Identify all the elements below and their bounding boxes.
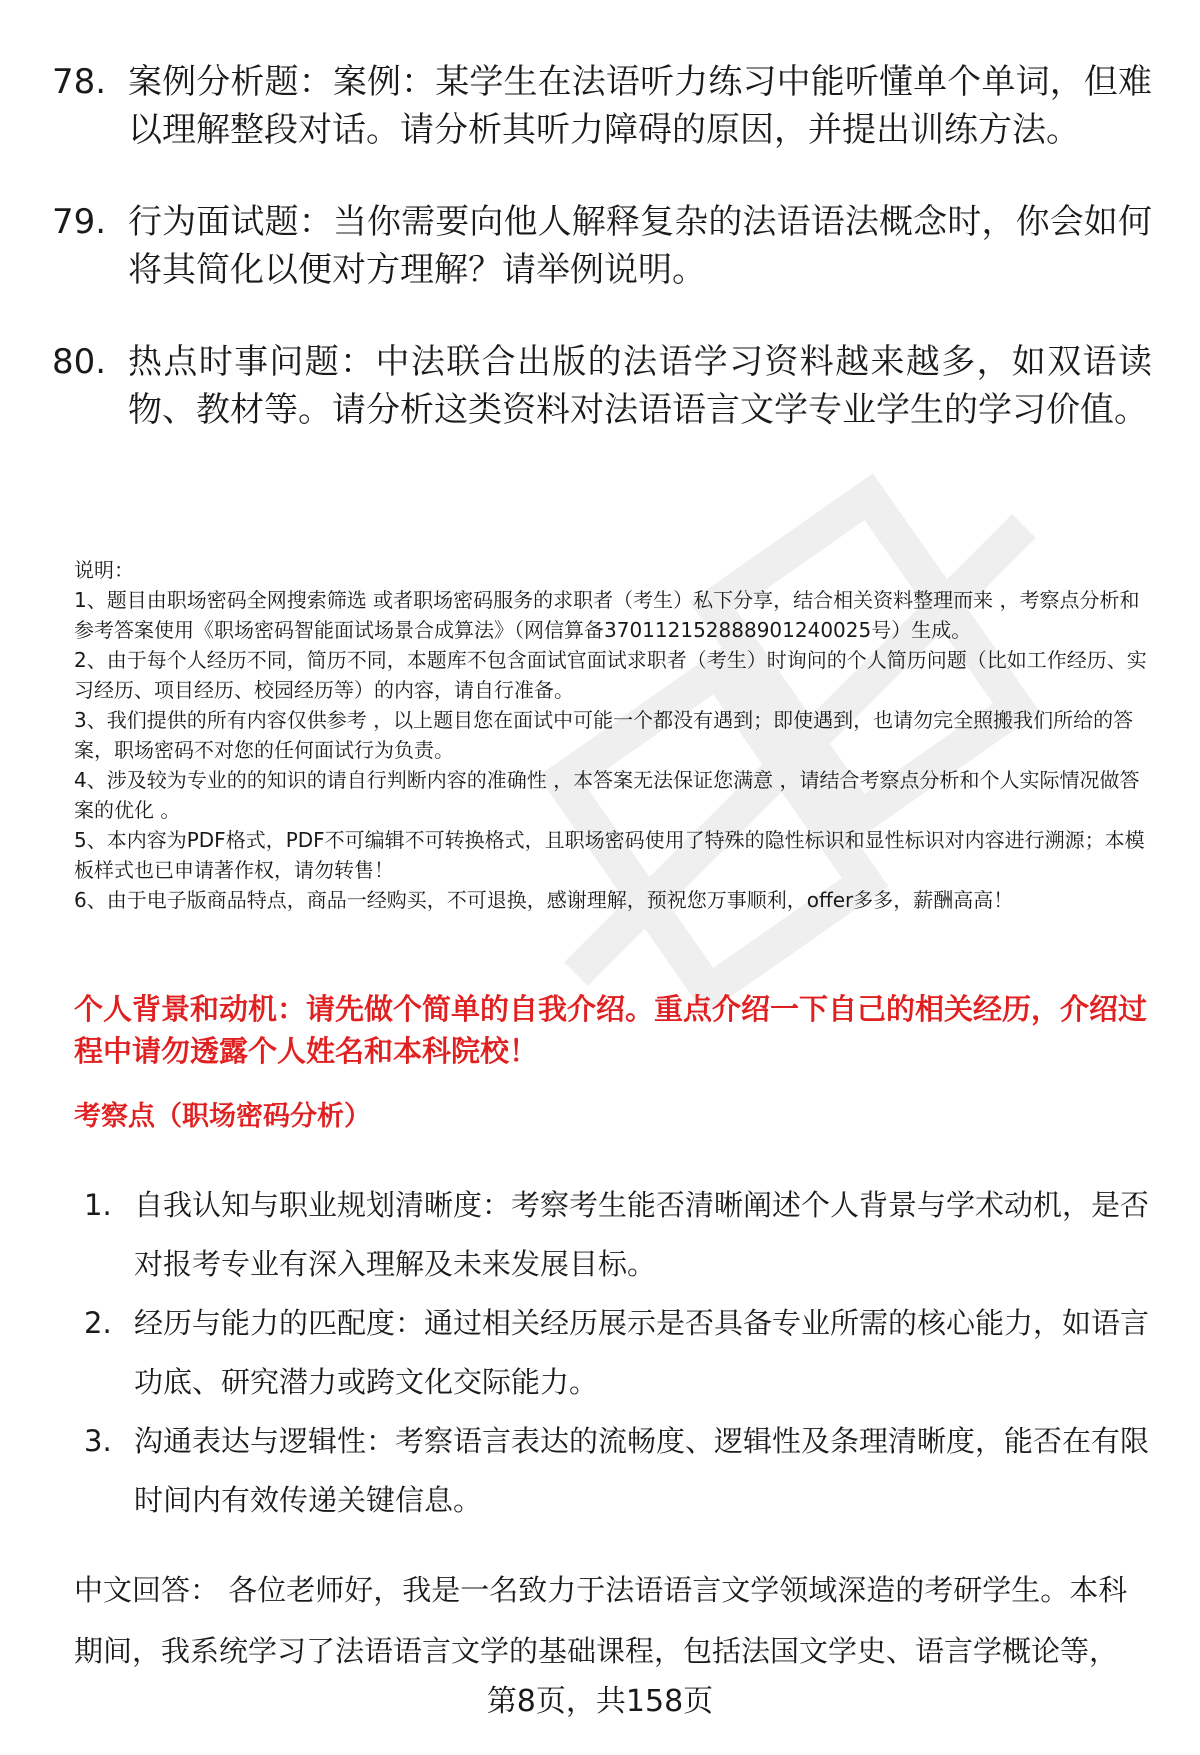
assessment-point xyxy=(84,1294,1154,1412)
point-number: 3. xyxy=(84,1424,112,1458)
assessment-point xyxy=(84,1176,1154,1294)
question-item xyxy=(52,198,1152,294)
note-item: 6、由于电子版商品特点，商品一经购买，不可退换，感谢理解，预祝您万事顺利，offer多多，薪酬高高！ xyxy=(74,888,1014,912)
point-text: 自我认知与职业规划清晰度：考察考生能否清晰阐述个人背景与学术动机，是否对报考专业有深入理解及未来发展目标。 xyxy=(134,1188,1150,1281)
section-subheading: 考察点（职场密码分析） xyxy=(74,1101,371,1132)
note-item: 4、涉及较为专业的的知识的请自行判断内容的准确性 ，本答案无法保证您满意 ，请结合考察点分析和个人实际情况做答案的优化 。 xyxy=(74,768,1140,822)
assessment-point xyxy=(84,1412,1154,1530)
note-item: 1、题目由职场密码全网搜索筛选 或者职场密码服务的求职者（考生）私下分享，结合相关资料整理而来 ，考察点分析和参考答案使用《职场密码智能面试场景合成算法》（网信算备370112152888901240025号）生成。 xyxy=(74,588,1140,642)
assessment-points xyxy=(84,1176,1154,1530)
question-item xyxy=(52,338,1152,434)
section-heading: 个人背景和动机：请先做个简单的自我介绍。重点介绍一下自己的相关经历，介绍过程中请勿透露个人姓名和本科院校！ xyxy=(74,992,1148,1068)
question-text: 案例分析题：案例：某学生在法语听力练习中能听懂单个单词，但难以理解整段对话。请分析其听力障碍的原因，并提出训练方法。 xyxy=(128,62,1152,150)
question-number: 80. xyxy=(52,342,107,382)
note-item: 3、我们提供的所有内容仅供参考 ，以上题目您在面试中可能一个都没有遇到；即使遇到，也请勿完全照搬我们所给的答案，职场密码不对您的任何面试行为负责。 xyxy=(74,708,1134,762)
question-item xyxy=(52,58,1152,154)
question-text: 热点时事问题：中法联合出版的法语学习资料越来越多，如双语读物、教材等。请分析这类资料对法语语言文学专业学生的学习价值。 xyxy=(128,342,1152,430)
point-number: 2. xyxy=(84,1306,112,1340)
note-item: 2、由于每个人经历不同，简历不同，本题库不包含面试官面试求职者（考生）时询问的个人简历问题（比如工作经历、实习经历、项目经历、校园经历等）的内容，请自行准备。 xyxy=(74,648,1147,702)
page-number: 第8页，共158页 xyxy=(486,1684,714,1719)
question-text: 行为面试题：当你需要向他人解释复杂的法语语法概念时，你会如何将其简化以便对方理解？请举例说明。 xyxy=(128,202,1152,290)
question-number: 79. xyxy=(52,202,107,242)
point-number: 1. xyxy=(84,1188,112,1222)
point-text: 经历与能力的匹配度：通过相关经历展示是否具备专业所需的核心能力，如语言功底、研究潜力或跨文化交际能力。 xyxy=(134,1306,1150,1399)
note-item: 5、本内容为PDF格式，PDF不可编辑不可转换格式，且职场密码使用了特殊的隐性标识和显性标识对内容进行溯源；本模板样式也已申请著作权，请勿转售！ xyxy=(74,828,1145,882)
notes-section xyxy=(74,555,1154,915)
question-list xyxy=(52,58,1152,478)
question-number: 78. xyxy=(52,62,107,102)
point-text: 沟通表达与逻辑性：考察语言表达的流畅度、逻辑性及条理清晰度，能否在有限时间内有效传递关键信息。 xyxy=(134,1424,1150,1517)
notes-title: 说明： xyxy=(74,558,134,582)
answer-paragraph: 中文回答： 各位老师好，我是一名致力于法语语言文学领域深造的考研学生。本科期间，我系统学习了法语语言文学的基础课程，包括法国文学史、语言学概论等， xyxy=(74,1573,1128,1668)
